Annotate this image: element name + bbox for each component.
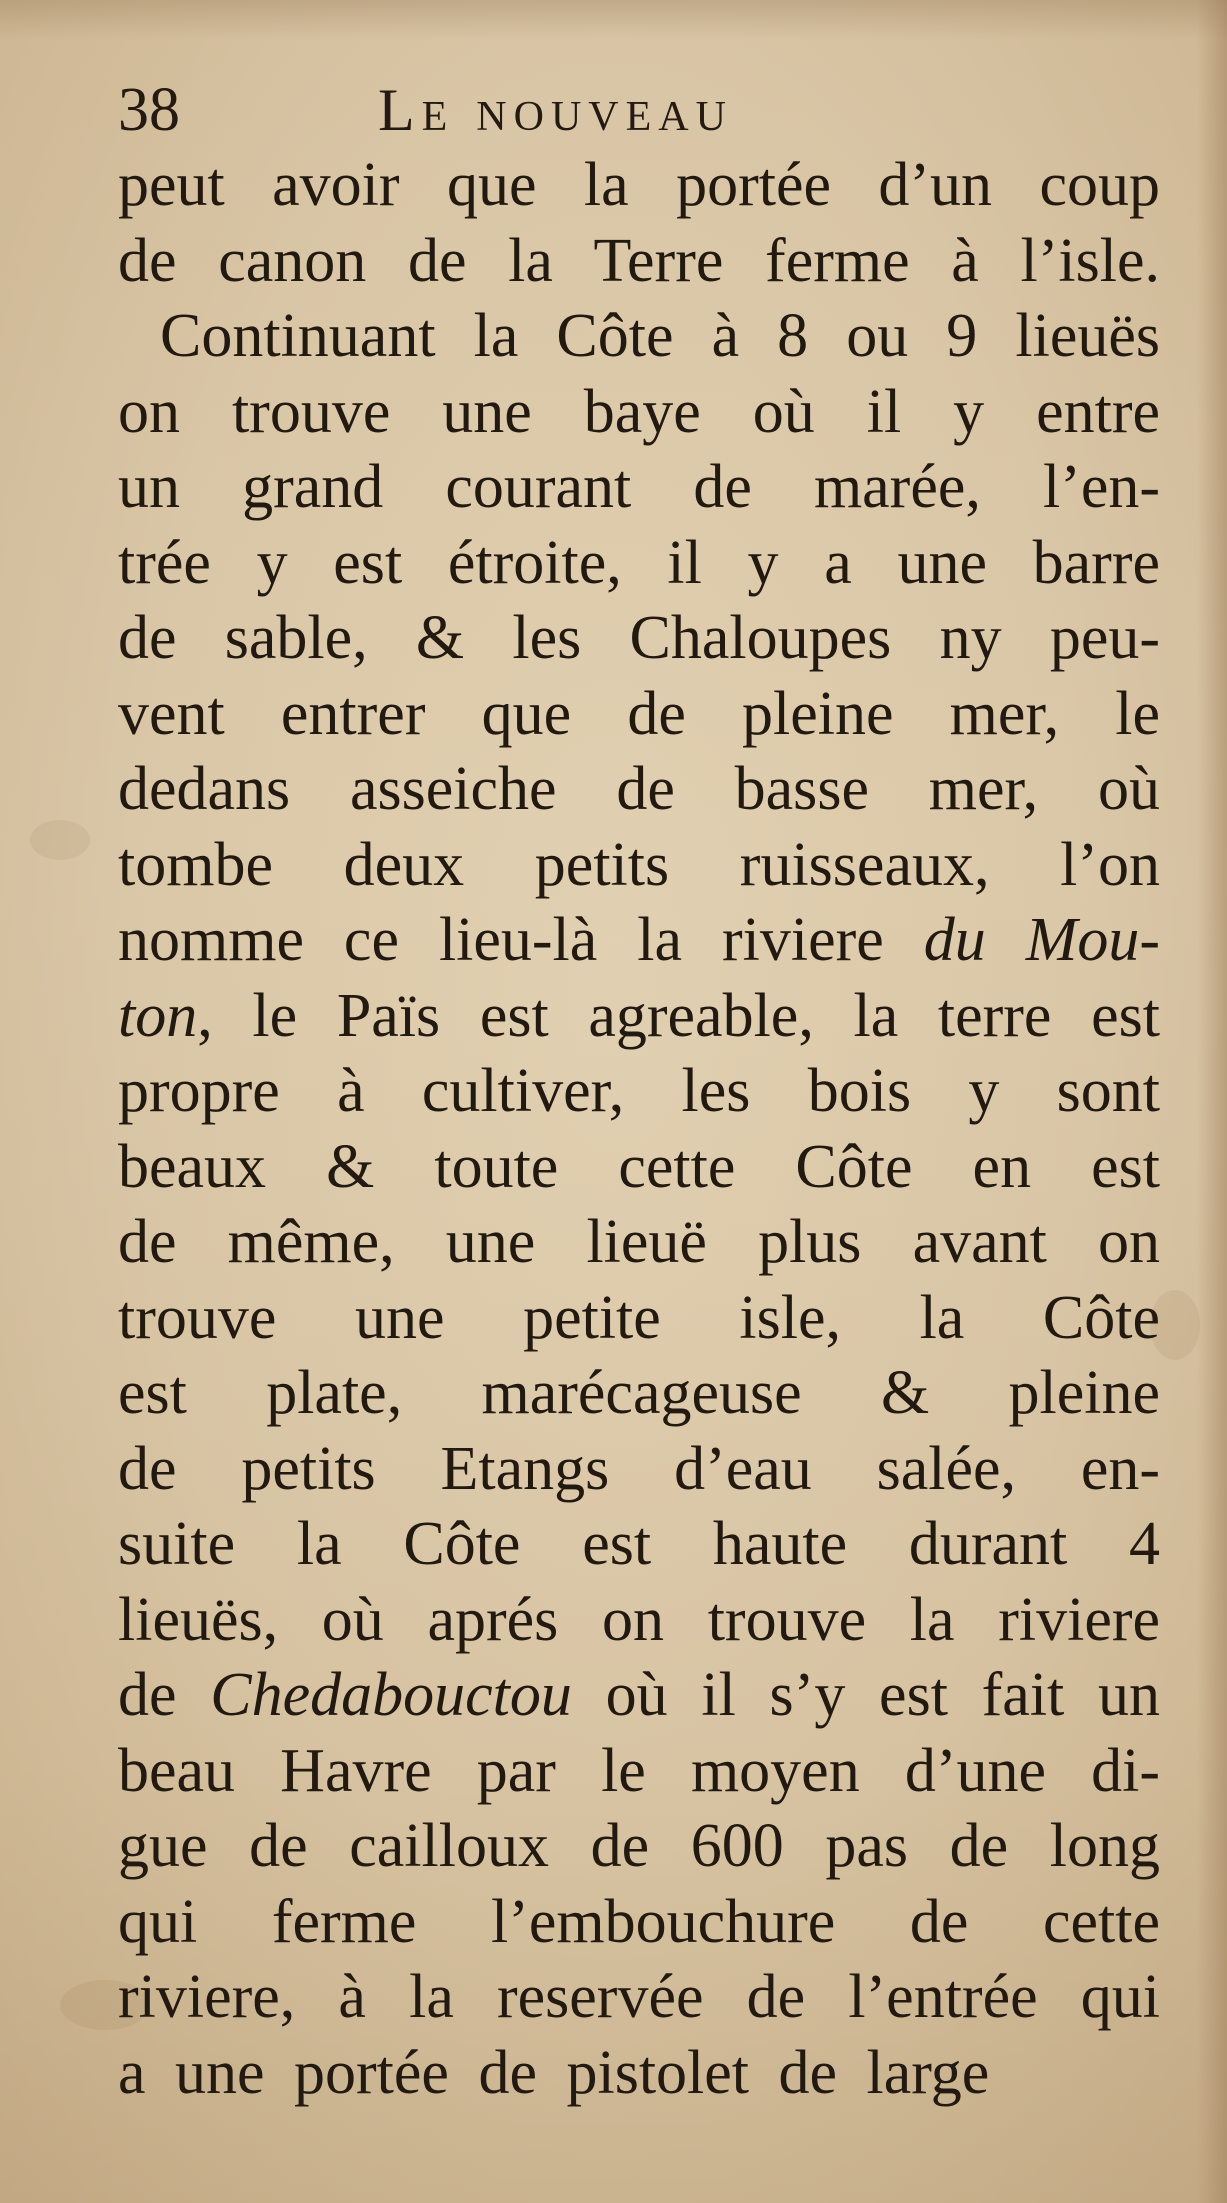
running-head xyxy=(118,70,1118,150)
body-text xyxy=(118,148,1160,2111)
text-line: dedans asseiche de basse mer, où xyxy=(118,755,1160,823)
text-segment: , le Païs est agreable, la terre est xyxy=(197,981,1160,1050)
text-line: peut avoir que la portée d’un coup xyxy=(118,151,1160,219)
italic-place-name: ton xyxy=(118,981,198,1050)
text-line: qui ferme l’embouchure de cette xyxy=(118,1887,1160,1956)
text-line: de sable, & les Chaloupes ny peu- xyxy=(118,604,1160,672)
text-segment: de xyxy=(118,1661,211,1729)
text-line xyxy=(118,979,1160,1055)
page-edge-shadow xyxy=(1197,0,1227,2203)
text-line: Continuant la Côte à 8 ou 9 lieuës xyxy=(160,302,1160,370)
text-line: gue de cailloux de 600 pas de long xyxy=(118,1812,1160,1880)
text-line: de même, une lieuë plus avant on xyxy=(118,1208,1160,1276)
text-line: on trouve une baye où il y entre xyxy=(118,377,1160,446)
paper-stain xyxy=(30,820,90,860)
text-line: tombe deux petits ruisseaux, l’on xyxy=(118,830,1160,899)
text-line: un grand courant de marée, l’en- xyxy=(118,453,1160,521)
text-segment: nomme ce lieu-là la riviere xyxy=(118,906,924,974)
italic-place-name: du Mou- xyxy=(923,906,1160,974)
text-line: lieuës, où aprés on trouve la riviere xyxy=(118,1585,1160,1654)
italic-place-name: Chedabouctou xyxy=(210,1661,572,1729)
page-number: 38 xyxy=(118,76,180,144)
text-line xyxy=(118,1658,1160,1734)
text-line: suite la Côte est haute durant 4 xyxy=(118,1510,1160,1578)
text-line: trouve une petite isle, la Côte xyxy=(118,1283,1160,1352)
text-line: de petits Etangs d’eau salée, en- xyxy=(118,1434,1160,1503)
text-line: vent entrer que de pleine mer, le xyxy=(118,679,1160,748)
text-line: beau Havre par le moyen d’une di- xyxy=(118,1736,1160,1805)
text-line: de canon de la Terre ferme à l’isle. xyxy=(118,226,1160,295)
text-line xyxy=(118,903,1160,979)
text-line: beaux & toute cette Côte en est xyxy=(118,1132,1160,1201)
text-segment: où il s’y est fait un xyxy=(571,1661,1160,1729)
text-line: a une portée de pistolet de large xyxy=(118,2038,990,2107)
text-line: propre à cultiver, les bois y sont xyxy=(118,1057,1160,1125)
running-head-title: Le nouveau xyxy=(378,77,733,143)
page-top-shadow xyxy=(0,0,1227,40)
text-line: trée y est étroite, il y a une barre xyxy=(118,528,1160,597)
text-line: riviere, à la reservée de l’entrée qui xyxy=(118,1963,1160,2031)
text-line: est plate, marécageuse & pleine xyxy=(118,1359,1160,1427)
